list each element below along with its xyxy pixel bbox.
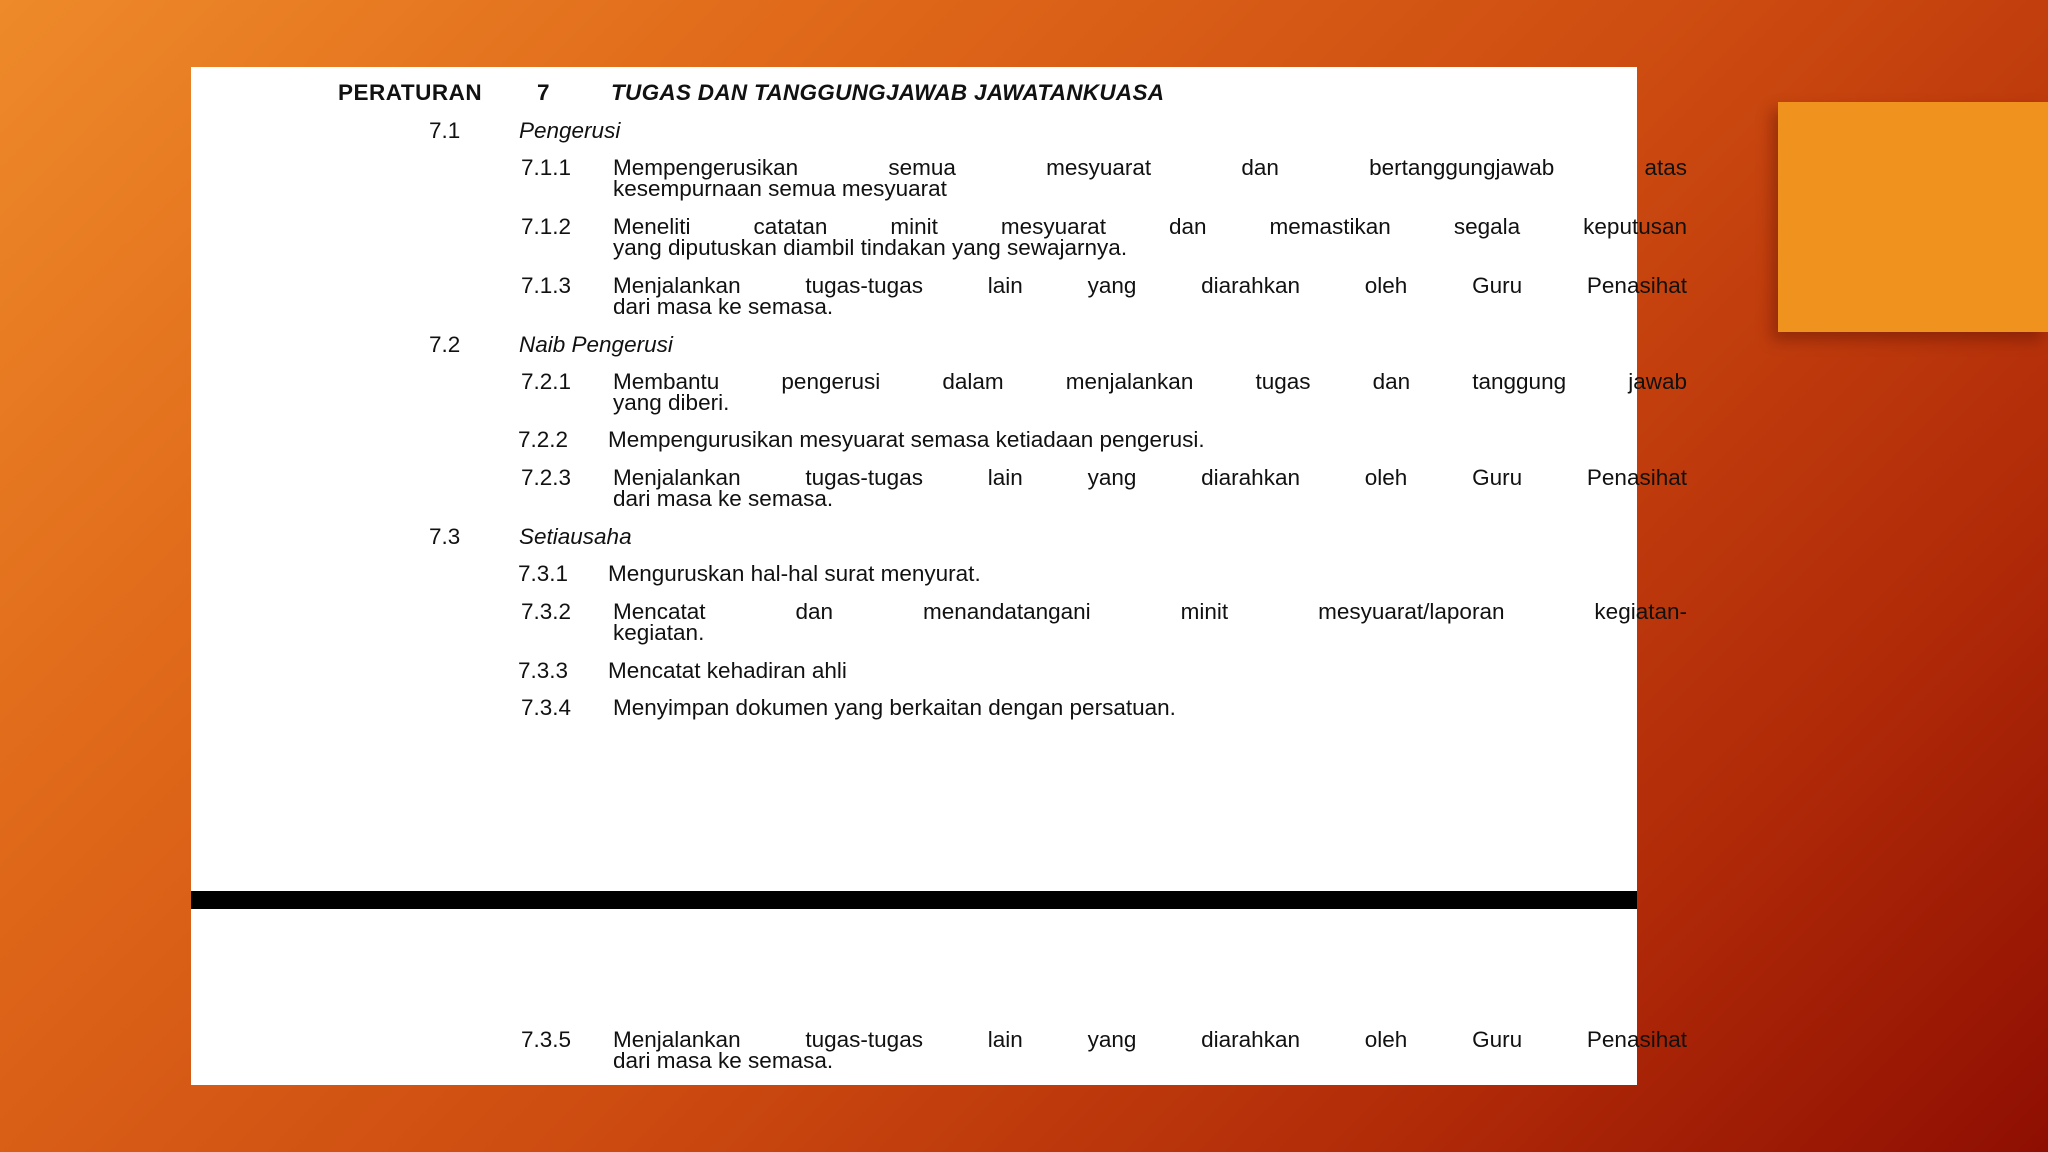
section-number: 7.1 bbox=[429, 118, 461, 143]
item-text bbox=[613, 1029, 1687, 1071]
item-text-line: Mencatat dan menandatangani minit mesyuarat/laporan kegiatan- bbox=[613, 599, 1687, 624]
document-page bbox=[191, 67, 1687, 1085]
item-text-line: dari masa ke semasa. bbox=[613, 486, 834, 511]
item-text-line: Mempengerusikan semua mesyuarat dan bertanggungjawab atas bbox=[613, 155, 1687, 180]
item-number: 7.3.5 bbox=[521, 1027, 572, 1052]
item-text-line: Mempengurusikan mesyuarat semasa ketiadaan pengerusi. bbox=[608, 427, 1205, 452]
page-divider bbox=[191, 891, 1637, 909]
regulation-label: PERATURAN bbox=[338, 80, 483, 105]
item-text bbox=[613, 216, 1687, 258]
item-number: 7.3.1 bbox=[518, 561, 569, 586]
item-text-line: Meneliti catatan minit mesyuarat dan memastikan segala keputusan bbox=[613, 214, 1687, 239]
item-number: 7.3.4 bbox=[521, 695, 572, 720]
section-number: 7.2 bbox=[429, 332, 461, 357]
regulation-number: 7 bbox=[537, 80, 551, 105]
item-text-line: Menguruskan hal-hal surat menyurat. bbox=[608, 561, 981, 586]
accent-square bbox=[1778, 102, 2048, 332]
item-text-line: dari masa ke semasa. bbox=[613, 294, 834, 319]
item-text bbox=[613, 275, 1687, 317]
item-text bbox=[613, 467, 1687, 509]
item-text bbox=[613, 157, 1687, 199]
item-number: 7.2.3 bbox=[521, 465, 572, 490]
item-text-line: dari masa ke semasa. bbox=[613, 1048, 834, 1073]
item-number: 7.1.1 bbox=[521, 155, 572, 180]
item-number: 7.3.2 bbox=[521, 599, 572, 624]
item-text bbox=[613, 371, 1687, 413]
item-text bbox=[613, 601, 1687, 643]
item-number: 7.1.2 bbox=[521, 214, 572, 239]
item-number: 7.3.3 bbox=[518, 658, 569, 683]
item-text-line: Membantu pengerusi dalam menjalankan tugas dan tanggung jawab bbox=[613, 369, 1687, 394]
item-text-line: Menjalankan tugas-tugas lain yang diarahkan oleh Guru Penasihat bbox=[613, 465, 1687, 490]
section-title: Setiausaha bbox=[519, 524, 632, 549]
section-title: Naib Pengerusi bbox=[519, 332, 673, 357]
section-title: Pengerusi bbox=[519, 118, 621, 143]
item-text-line: yang diberi. bbox=[613, 390, 730, 415]
item-number: 7.2.1 bbox=[521, 369, 572, 394]
item-text-line: Mencatat kehadiran ahli bbox=[608, 658, 847, 683]
item-number: 7.2.2 bbox=[518, 427, 569, 452]
item-text-line: kegiatan. bbox=[613, 620, 705, 645]
regulation-title: TUGAS DAN TANGGUNGJAWAB JAWATANKUASA bbox=[611, 80, 1165, 105]
item-text-line: Menyimpan dokumen yang berkaitan dengan persatuan. bbox=[613, 695, 1176, 720]
item-text-line: yang diputuskan diambil tindakan yang sewajarnya. bbox=[613, 235, 1128, 260]
item-text-line: Menjalankan tugas-tugas lain yang diarahkan oleh Guru Penasihat bbox=[613, 273, 1687, 298]
section-number: 7.3 bbox=[429, 524, 461, 549]
item-text-line: kesempurnaan semua mesyuarat bbox=[613, 176, 947, 201]
item-text-line: Menjalankan tugas-tugas lain yang diarahkan oleh Guru Penasihat bbox=[613, 1027, 1687, 1052]
item-number: 7.1.3 bbox=[521, 273, 572, 298]
